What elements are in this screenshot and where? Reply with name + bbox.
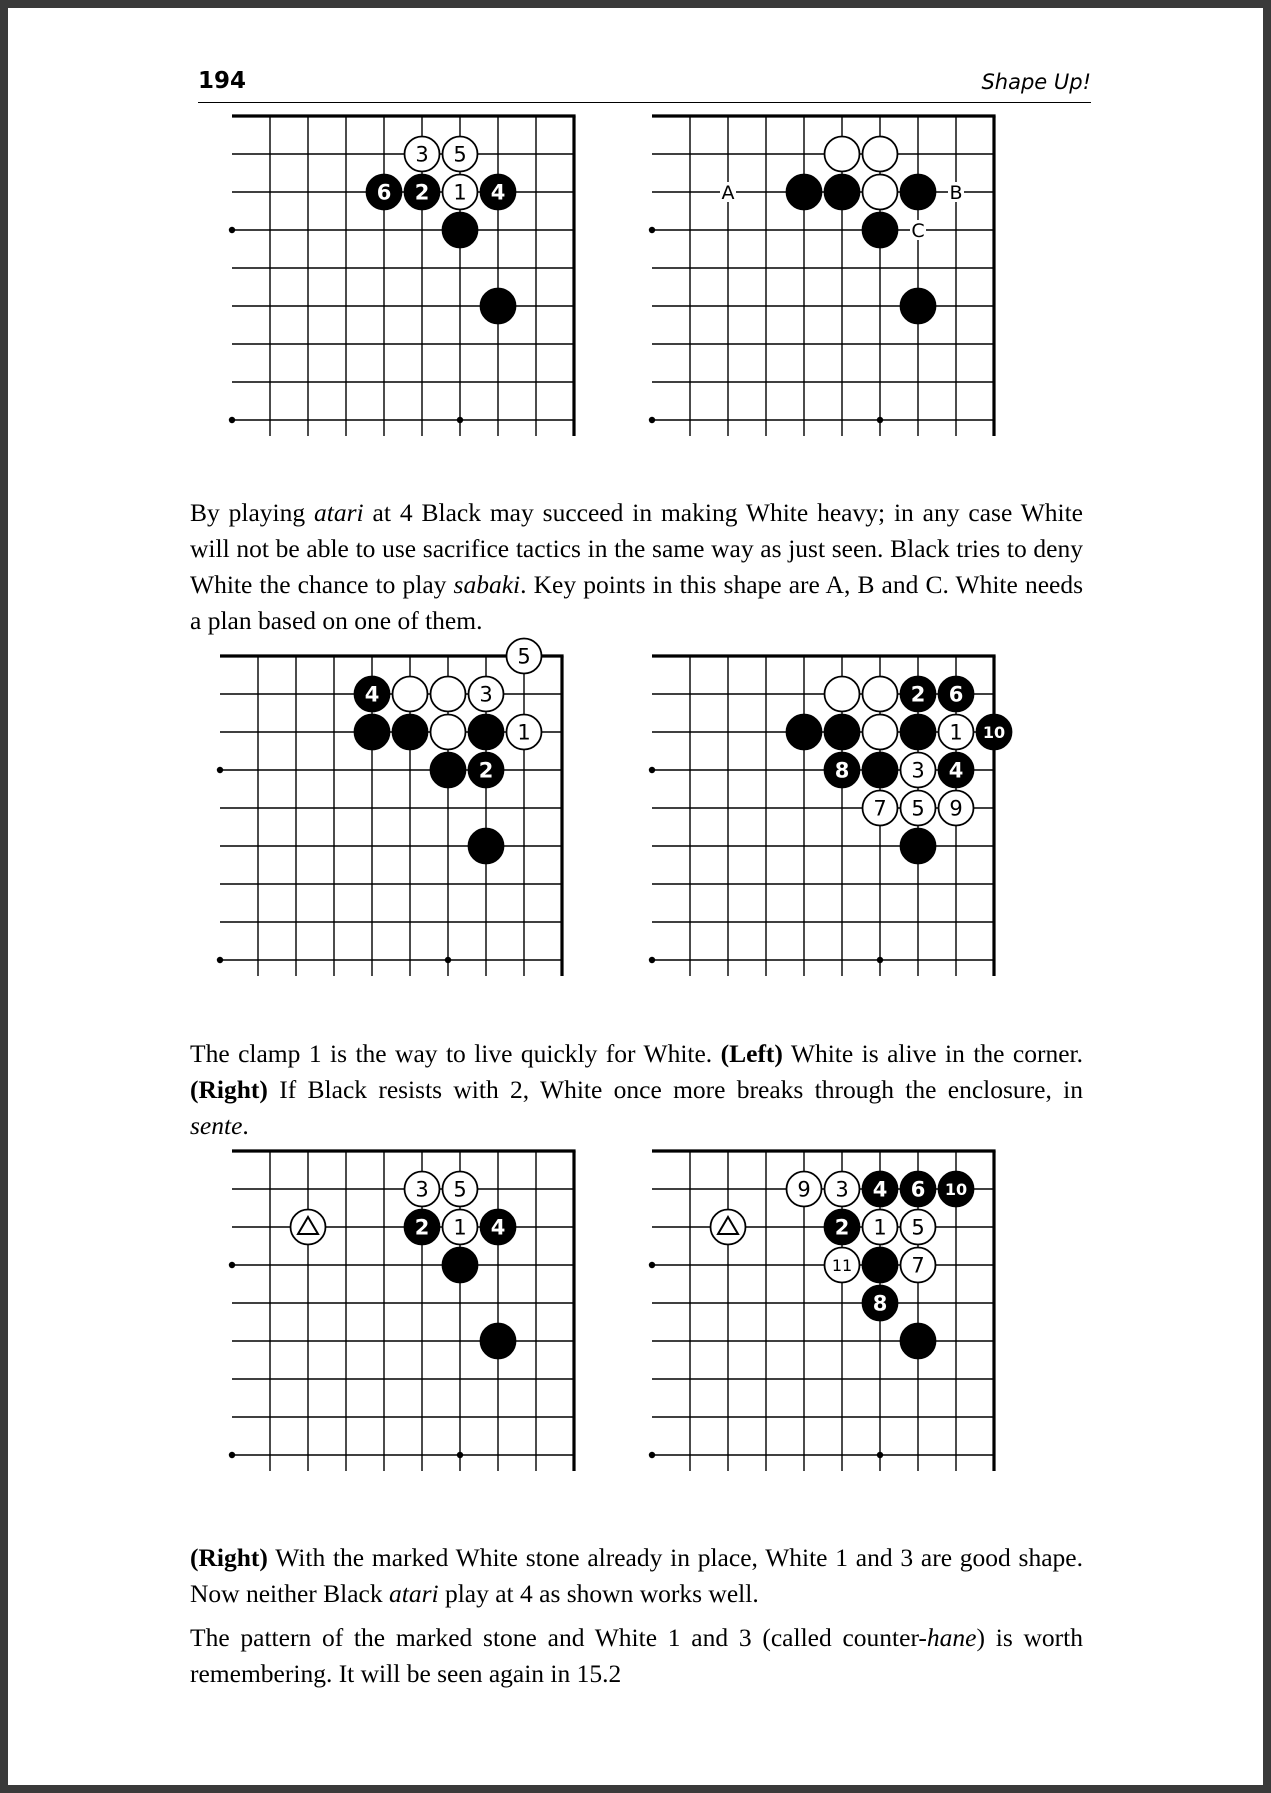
white-stone	[863, 677, 898, 712]
black-stone	[443, 213, 478, 248]
go-diagram-middle-left	[216, 644, 596, 1025]
white-stone	[863, 715, 898, 750]
stone-move-number: 9	[949, 796, 963, 821]
stone-move-number: 4	[948, 758, 964, 783]
black-stone	[825, 715, 860, 750]
stone-move-number: 4	[872, 1177, 888, 1202]
go-diagram-bottom-right	[648, 1145, 1028, 1520]
stone-move-number: 11	[831, 1255, 853, 1275]
stone-move-number: 6	[376, 180, 392, 205]
white-stone	[393, 677, 428, 712]
page-number: 194	[198, 68, 247, 94]
white-stone	[863, 137, 898, 172]
stone-move-number: 3	[415, 142, 429, 167]
text-run: hane	[926, 1623, 977, 1652]
stone-move-number: 2	[414, 180, 430, 205]
go-diagram-top-left	[228, 110, 608, 485]
black-stone	[901, 289, 936, 324]
stone-move-number: 5	[911, 796, 925, 821]
black-stone	[863, 213, 898, 248]
paragraph-4	[190, 1620, 1083, 1692]
text-run: The clamp 1 is the way to live quickly for White.	[190, 1039, 721, 1068]
go-diagram-middle-right	[648, 650, 1028, 1025]
star-point	[457, 1452, 463, 1458]
text-run: With the marked White stone already in place, White 1 and 3 are good shape. Now neither Black	[190, 1543, 1083, 1608]
stone-move-number: 10	[944, 1179, 968, 1199]
black-stone	[481, 1324, 516, 1359]
book-page	[8, 8, 1263, 1785]
star-point	[649, 227, 655, 233]
star-point	[217, 767, 223, 773]
stone-move-number: 7	[911, 1253, 925, 1278]
black-stone	[787, 715, 822, 750]
stone-move-number: 1	[453, 180, 467, 205]
black-stone	[901, 829, 936, 864]
stone-move-number: 2	[414, 1215, 430, 1240]
star-point	[649, 1452, 655, 1458]
black-stone	[481, 289, 516, 324]
stone-move-number: 1	[453, 1215, 467, 1240]
star-point	[877, 1452, 883, 1458]
paragraph-2	[190, 1036, 1083, 1144]
text-run: ) is worth remembering. It will be seen again in 15.2	[190, 1623, 1083, 1688]
stone-move-number: 3	[835, 1177, 849, 1202]
paragraph-3	[190, 1540, 1083, 1612]
stone-move-number: 7	[873, 796, 887, 821]
black-stone	[393, 715, 428, 750]
star-point	[649, 767, 655, 773]
stone-move-number: 3	[479, 682, 493, 707]
star-point	[229, 417, 235, 423]
black-stone	[901, 715, 936, 750]
text-run: atari	[388, 1579, 439, 1608]
star-point	[649, 417, 655, 423]
star-point	[445, 957, 451, 963]
white-stone	[711, 1210, 746, 1245]
stone-move-number: 3	[415, 1177, 429, 1202]
stone-move-number: 4	[490, 1215, 506, 1240]
stone-move-number: 6	[948, 682, 964, 707]
text-run: .	[242, 1111, 249, 1140]
stone-move-number: 9	[797, 1177, 811, 1202]
stone-move-number: 5	[517, 644, 531, 669]
white-stone	[431, 715, 466, 750]
text-run: White is alive in the corner.	[782, 1039, 1084, 1068]
stone-move-number: 5	[453, 1177, 467, 1202]
black-stone	[901, 175, 936, 210]
black-stone	[431, 753, 466, 788]
text-run: sabaki	[453, 570, 521, 599]
black-stone	[825, 175, 860, 210]
stone-move-number: 5	[911, 1215, 925, 1240]
black-stone	[863, 1248, 898, 1283]
black-stone	[787, 175, 822, 210]
white-stone	[863, 175, 898, 210]
stone-move-number: 1	[517, 720, 531, 745]
star-point	[229, 1452, 235, 1458]
text-run: (Right)	[190, 1075, 268, 1104]
go-diagram-bottom-left	[228, 1145, 608, 1520]
black-stone	[469, 829, 504, 864]
stone-move-number: 10	[982, 722, 1006, 742]
star-point	[649, 957, 655, 963]
stone-move-number: 3	[911, 758, 925, 783]
stone-move-number: 6	[910, 1177, 926, 1202]
star-point	[217, 957, 223, 963]
black-stone	[863, 753, 898, 788]
black-stone	[355, 715, 390, 750]
go-diagram-top-right	[648, 110, 1028, 485]
black-stone	[443, 1248, 478, 1283]
star-point	[457, 417, 463, 423]
text-run: By playing	[190, 498, 315, 527]
black-stone	[469, 715, 504, 750]
point-letter: B	[949, 182, 963, 204]
black-stone	[901, 1324, 936, 1359]
text-run: . Key points in this shape are A, B and C. White needs a plan based on one of them.	[190, 570, 1083, 635]
white-stone	[431, 677, 466, 712]
stone-move-number: 2	[834, 1215, 850, 1240]
star-point	[229, 1262, 235, 1268]
text-run: (Left)	[720, 1039, 783, 1068]
running-title: Shape Up!	[981, 70, 1091, 94]
text-run: (Right)	[190, 1543, 268, 1572]
star-point	[649, 1262, 655, 1268]
paragraph-1	[190, 495, 1083, 639]
text-run: at 4 Black may succeed in making White heavy; in any case White will not be able to use sacrifice tactics in the same way as just seen. Black tries to deny White the chance to play	[190, 498, 1084, 599]
star-point	[877, 417, 883, 423]
stone-move-number: 4	[364, 682, 380, 707]
text-run: If Black resists with 2, White once more breaks through the enclosure, in	[267, 1075, 1083, 1104]
stone-move-number: 1	[873, 1215, 887, 1240]
point-letter: A	[721, 182, 735, 204]
white-stone	[825, 137, 860, 172]
text-run: play at 4 as shown works well.	[438, 1579, 759, 1608]
text-run: sente	[190, 1111, 243, 1140]
white-stone	[825, 677, 860, 712]
text-run: The pattern of the marked stone and White 1 and 3 (called counter-	[190, 1623, 927, 1652]
stone-move-number: 4	[490, 180, 506, 205]
star-point	[877, 957, 883, 963]
page-header	[198, 66, 1091, 103]
stone-move-number: 5	[453, 142, 467, 167]
point-letter: C	[911, 220, 925, 242]
star-point	[229, 227, 235, 233]
stone-move-number: 2	[478, 758, 494, 783]
text-run: atari	[314, 498, 364, 527]
white-stone	[291, 1210, 326, 1245]
stone-move-number: 2	[910, 682, 926, 707]
stone-move-number: 8	[872, 1291, 888, 1316]
stone-move-number: 1	[949, 720, 963, 745]
stone-move-number: 8	[834, 758, 850, 783]
